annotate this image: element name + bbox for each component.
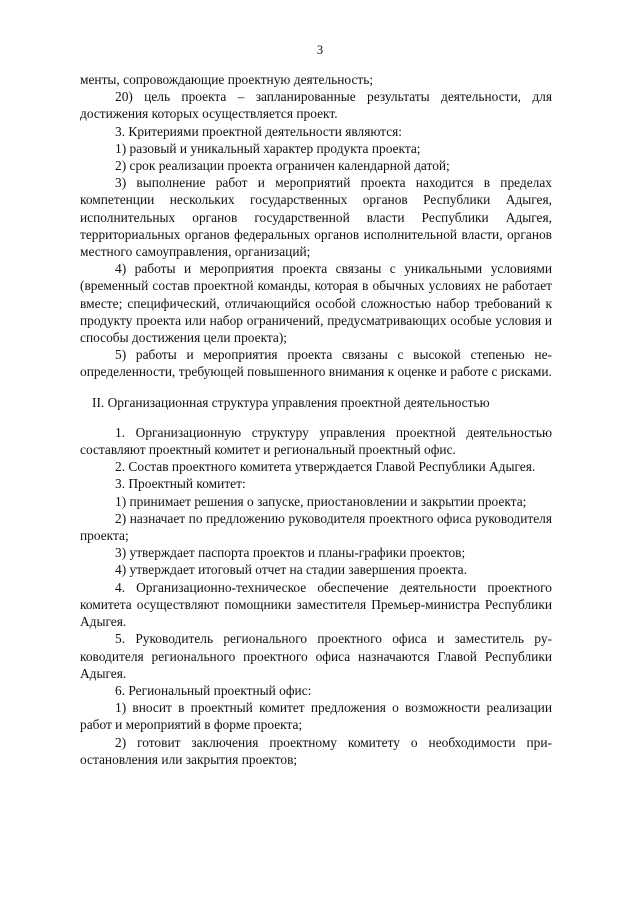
paragraph: 1) вносит в проектный комитет предложения о возможности реализации работ и мероприятий в форме проекта;: [80, 700, 552, 733]
paragraph: 2) назначает по предложению руководителя проектного офиса руководителя проекта;: [80, 510, 552, 544]
paragraph: 2) срок реализации проекта ограничен календарной датой;: [115, 158, 450, 174]
paragraph: 20) цель проекта – запланированные результаты деятельности, для достижения которых осуществляется проект.: [80, 89, 552, 122]
paragraph: 1) принимает решения о запуске, приостановлении и закрытии проекта;: [115, 493, 527, 509]
paragraph: 6. Региональный проектный офис:: [115, 682, 312, 698]
paragraph: 1. Организационную структуру управления проектной деятельностью составляют проектный комитет и региональный проектный офис.: [80, 424, 552, 458]
paragraph: 3) утверждает паспорта проектов и планы-графики проектов;: [115, 545, 466, 561]
paragraph: 4) работы и мероприятия проекта связаны с уникальными условиями (временный состав проектной команды, которая в обычных условиях не работает вместе; специфический, отличающийся особой сложностью набор требований к продукту проекта или набор ограничений, предусматривающих особые условия и способы достижения цели проекта);: [80, 261, 552, 346]
page-number: 3: [316, 43, 324, 57]
paragraph: 3) выполнение работ и мероприятий проекта находится в пределах компетенции нескольких государственных органов Республики Адыгея, исполнительных органов государственной власти Республики Адыгея, территориальных органов федеральных органов исполнительной власти, органов местного самоуправления, организаций;: [80, 175, 552, 260]
paragraph: 3. Критериями проектной деятельности являются:: [115, 123, 403, 139]
paragraph: 1) разовый и уникальный характер продукта проекта;: [115, 140, 421, 156]
paragraph: 2) готовит заключения проектному комитету о необходимости приостановления или закрытия проектов;: [80, 734, 552, 767]
paragraph: менты, сопровождающие проектную деятельность;: [80, 72, 374, 87]
paragraph: 4. Организационно-техническое обеспечение деятельности проектного комитета осуществляют помощники заместителя Премьер-министра Республики Адыгея.: [80, 579, 552, 630]
paragraph: 5. Руководитель регионального проектного офиса и заместитель руководителя регионального проектного офиса назначаются Главой Республики Адыгея.: [80, 631, 552, 681]
paragraph: 3. Проектный комитет:: [115, 476, 246, 492]
paragraph: 4) утверждает итоговый отчет на стадии завершения проекта.: [115, 562, 467, 578]
paragraph: 5) работы и мероприятия проекта связаны с высокой степенью неопределенности, требующей повышенного внимания к оценке и работе с рисками.: [80, 347, 552, 380]
document-body: [80, 71, 552, 768]
section-heading: II. Организационная структура управления проектной деятельностью: [92, 394, 490, 410]
paragraph: 2. Состав проектного комитета утверждается Главой Республики Адыгея.: [115, 459, 536, 475]
